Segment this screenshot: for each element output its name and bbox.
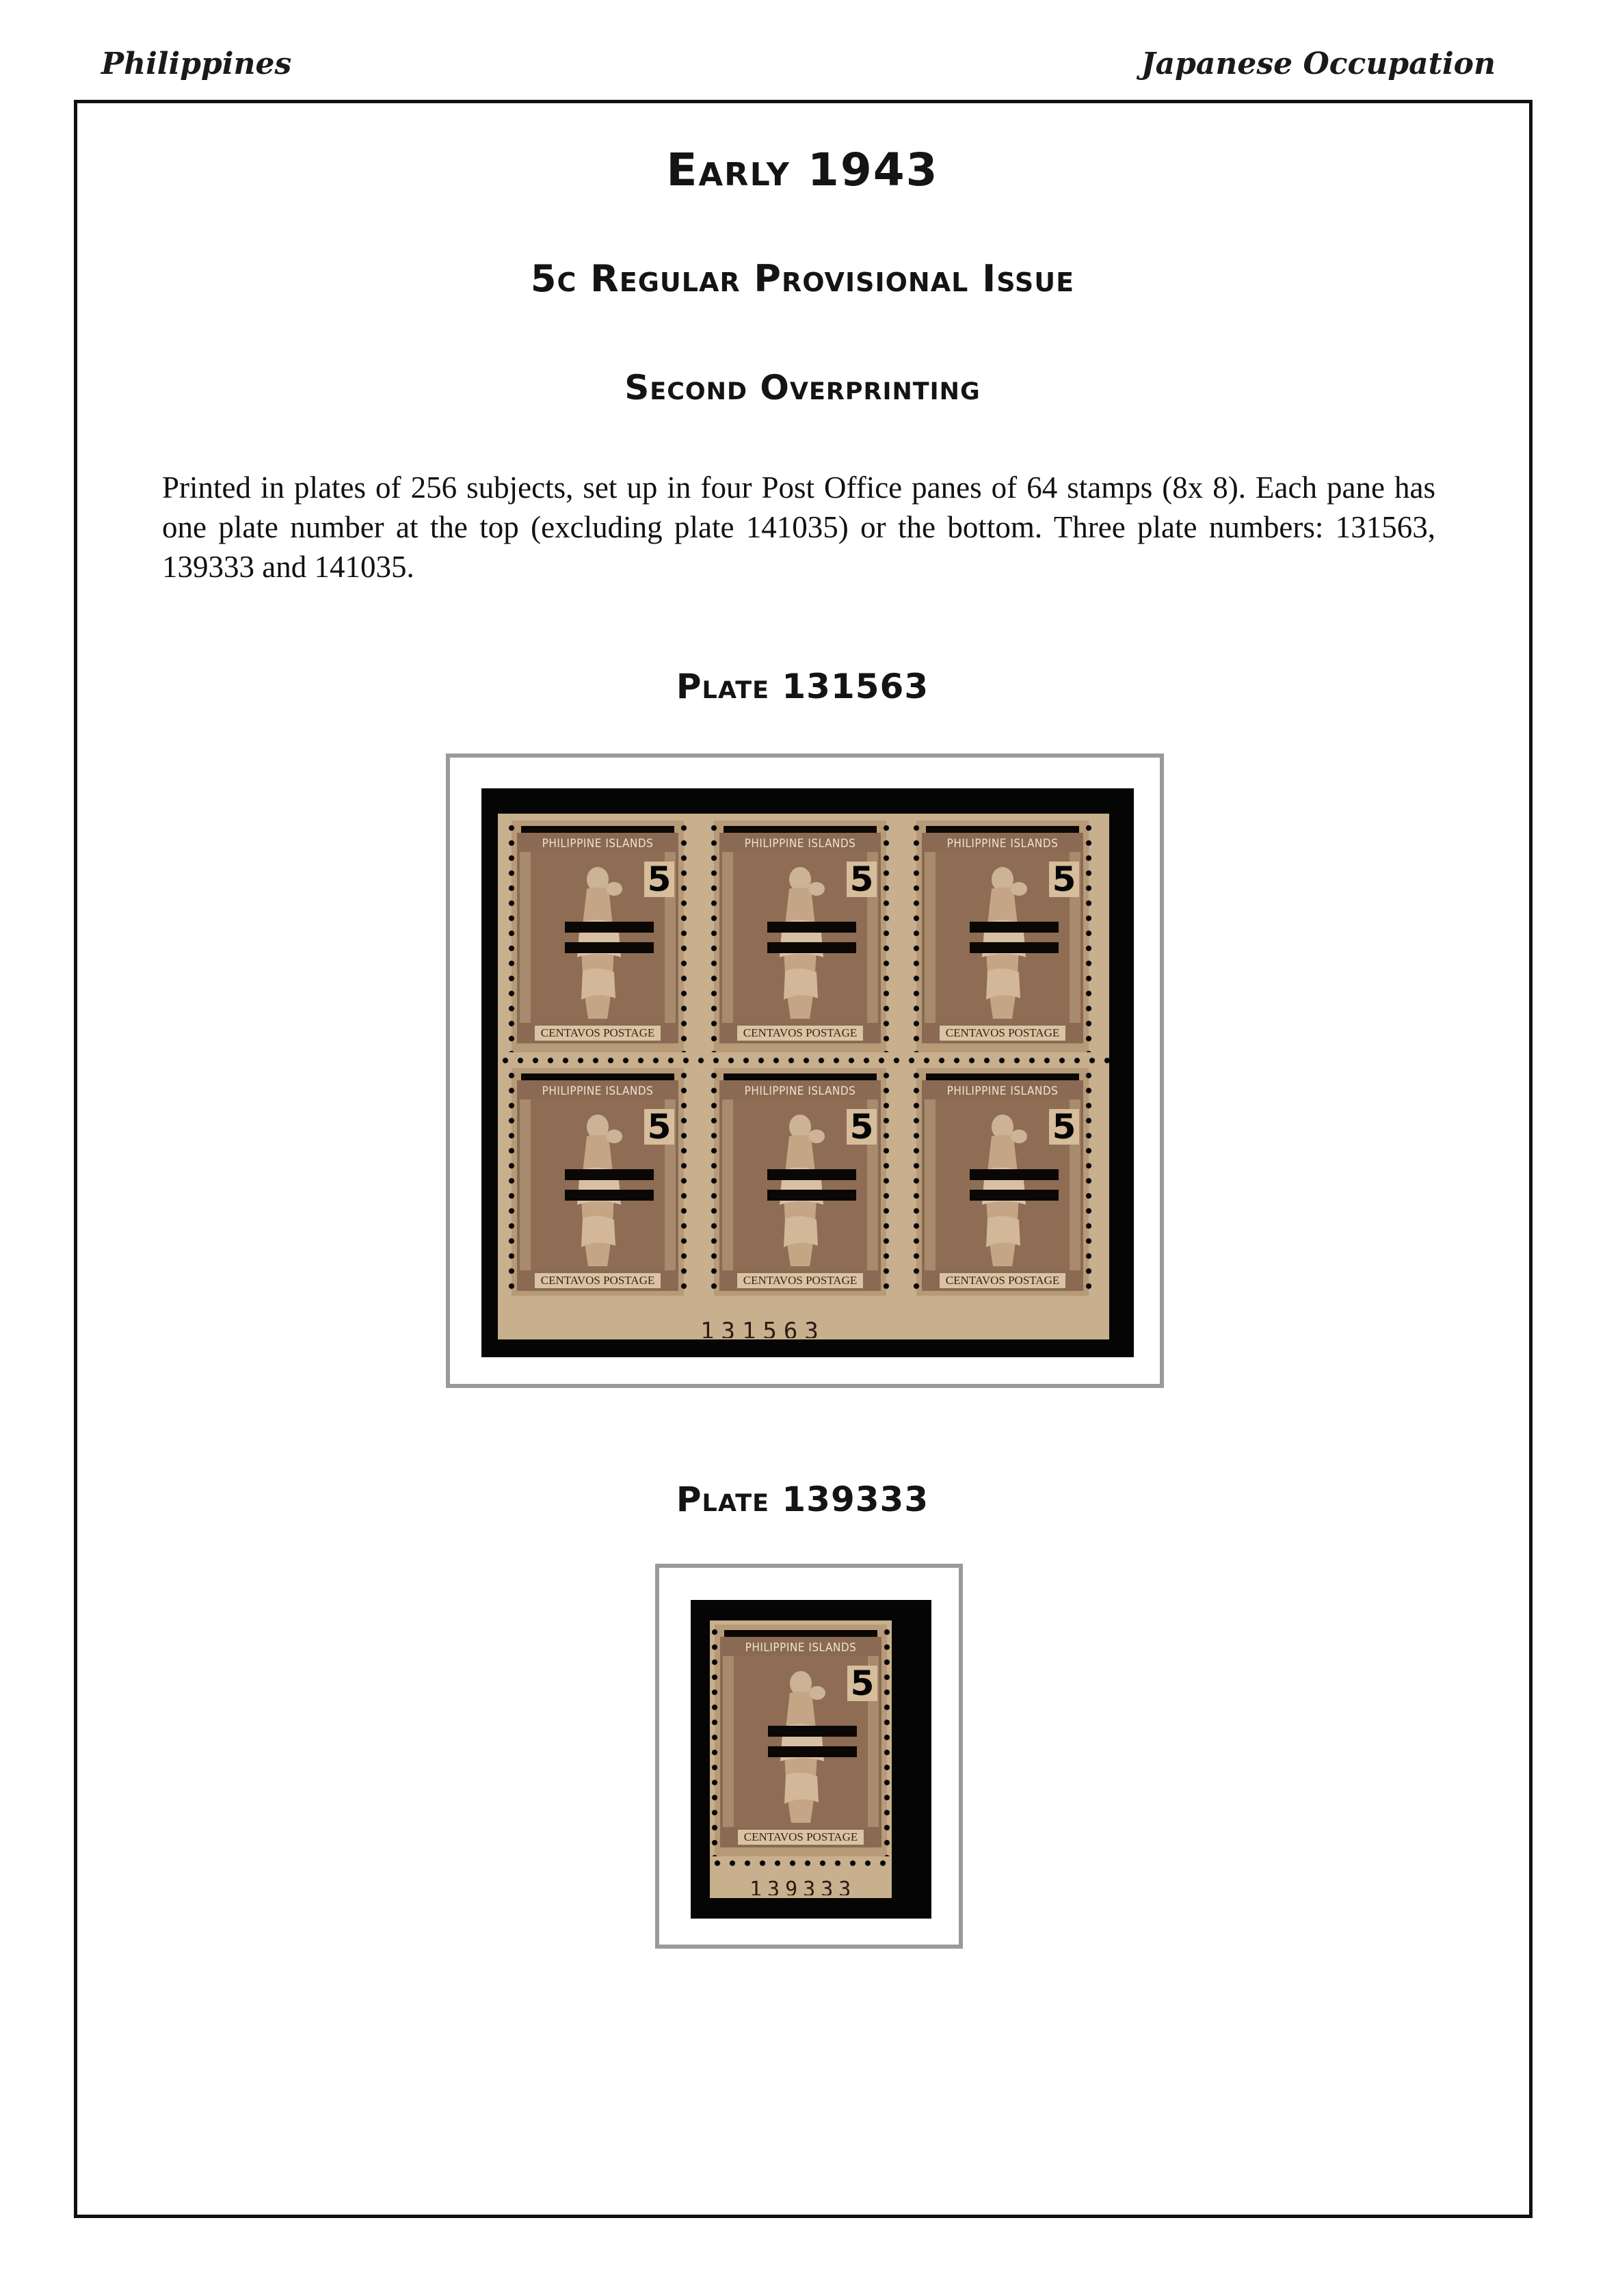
stamp-top-legend: PHILIPPINE ISLANDS (542, 837, 654, 851)
overprint-bar (565, 1169, 654, 1180)
overprint-bar (926, 826, 1079, 833)
overprint-bar (565, 1190, 654, 1201)
stamp (715, 1625, 887, 1856)
surcharge-value: 5 (644, 1109, 674, 1145)
perforations (498, 1057, 1109, 1064)
stamp-bottom-legend: CENTAVOS POSTAGE (940, 1273, 1065, 1288)
surcharge-value: 5 (847, 862, 877, 897)
perforations (711, 1625, 718, 1856)
stamp-top-legend: PHILIPPINE ISLANDS (745, 1641, 857, 1655)
overprint-bar (724, 826, 877, 833)
surcharge-value: 5 (1049, 1109, 1079, 1145)
surcharge-value: 5 (644, 862, 674, 897)
stamp-design (715, 1625, 887, 1856)
stamp-bottom-legend: CENTAVOS POSTAGE (940, 1026, 1065, 1041)
page-title-period: Early 1943 (666, 144, 939, 196)
overprint-bar (767, 1190, 856, 1201)
perforations (883, 820, 890, 1052)
perforations (1085, 820, 1092, 1052)
stamp-design (512, 1068, 684, 1300)
stamp (916, 1068, 1089, 1300)
stamp (512, 820, 684, 1052)
overprint-bar (767, 1169, 856, 1180)
overprint-bar (767, 942, 856, 953)
stamp (916, 820, 1089, 1052)
surcharge-value: 5 (847, 1109, 877, 1145)
exhibit-heading-plate-139333: Plate 139333 (676, 1480, 929, 1519)
stamp-design (916, 1068, 1089, 1300)
stamp-design (714, 1068, 886, 1300)
plate-number-131563: 131563 (700, 1318, 825, 1338)
stamp-top-legend: PHILIPPINE ISLANDS (946, 1084, 1059, 1098)
perforations (680, 1068, 687, 1300)
page-header-topic: Japanese Occupation (1141, 46, 1496, 81)
description-text: Printed in plates of 256 subjects, set up in four Post Office panes of 64 stamps (8x 8). Each pane has one plate number at the top (excluding plate 141035) or the bottom. Three plate numbers: 131563, 139333 and 141035. (162, 470, 1435, 584)
stamp-design (714, 820, 886, 1052)
overprint-bar (724, 1630, 877, 1637)
overprint-bar (521, 1073, 674, 1080)
plate-single-139333 (710, 1620, 892, 1898)
overprint-bar (970, 1190, 1059, 1201)
perforations (711, 1068, 717, 1300)
perforations (883, 1068, 890, 1300)
stamp (714, 820, 886, 1052)
stamp-top-legend: PHILIPPINE ISLANDS (744, 1084, 856, 1098)
stamp (714, 1068, 886, 1300)
page-subtitle: Second Overprinting (624, 368, 981, 408)
overprint-bar (768, 1746, 857, 1757)
plate-number-139333: 139333 (750, 1878, 857, 1895)
overprint-bar (565, 922, 654, 933)
perforations (884, 1625, 890, 1856)
overprint-bar (565, 942, 654, 953)
stamp-bottom-legend: CENTAVOS POSTAGE (535, 1026, 661, 1041)
overprint-bar (926, 1073, 1079, 1080)
stamp-top-legend: PHILIPPINE ISLANDS (542, 1084, 654, 1098)
overprint-bar (767, 922, 856, 933)
overprint-bar (521, 826, 674, 833)
stamp-top-legend: PHILIPPINE ISLANDS (946, 837, 1059, 851)
perforations (710, 1860, 892, 1867)
perforations (508, 1068, 515, 1300)
stamp-bottom-legend: CENTAVOS POSTAGE (737, 1026, 863, 1041)
page-header-country: Philippines (101, 46, 292, 81)
overprint-bar (724, 1073, 877, 1080)
perforations (913, 820, 920, 1052)
surcharge-value: 5 (847, 1666, 877, 1701)
perforations (913, 1068, 920, 1300)
stamp-top-legend: PHILIPPINE ISLANDS (744, 837, 856, 851)
plate-block-131563 (498, 814, 1109, 1339)
stamp-bottom-legend: CENTAVOS POSTAGE (738, 1830, 864, 1845)
perforations (680, 820, 687, 1052)
overprint-bar (768, 1726, 857, 1737)
page-title-issue: 5c Regular Provisional Issue (530, 257, 1075, 300)
stamp-bottom-legend: CENTAVOS POSTAGE (737, 1273, 863, 1288)
exhibit-heading-plate-131563: Plate 131563 (676, 667, 929, 706)
stamp-bottom-legend: CENTAVOS POSTAGE (535, 1273, 661, 1288)
overprint-bar (970, 942, 1059, 953)
stamp-design (512, 820, 684, 1052)
stamp (512, 1068, 684, 1300)
surcharge-value: 5 (1049, 862, 1079, 897)
perforations (711, 820, 717, 1052)
overprint-bar (970, 1169, 1059, 1180)
perforations (508, 820, 515, 1052)
stamp-design (916, 820, 1089, 1052)
perforations (1085, 1068, 1092, 1300)
overprint-bar (970, 922, 1059, 933)
